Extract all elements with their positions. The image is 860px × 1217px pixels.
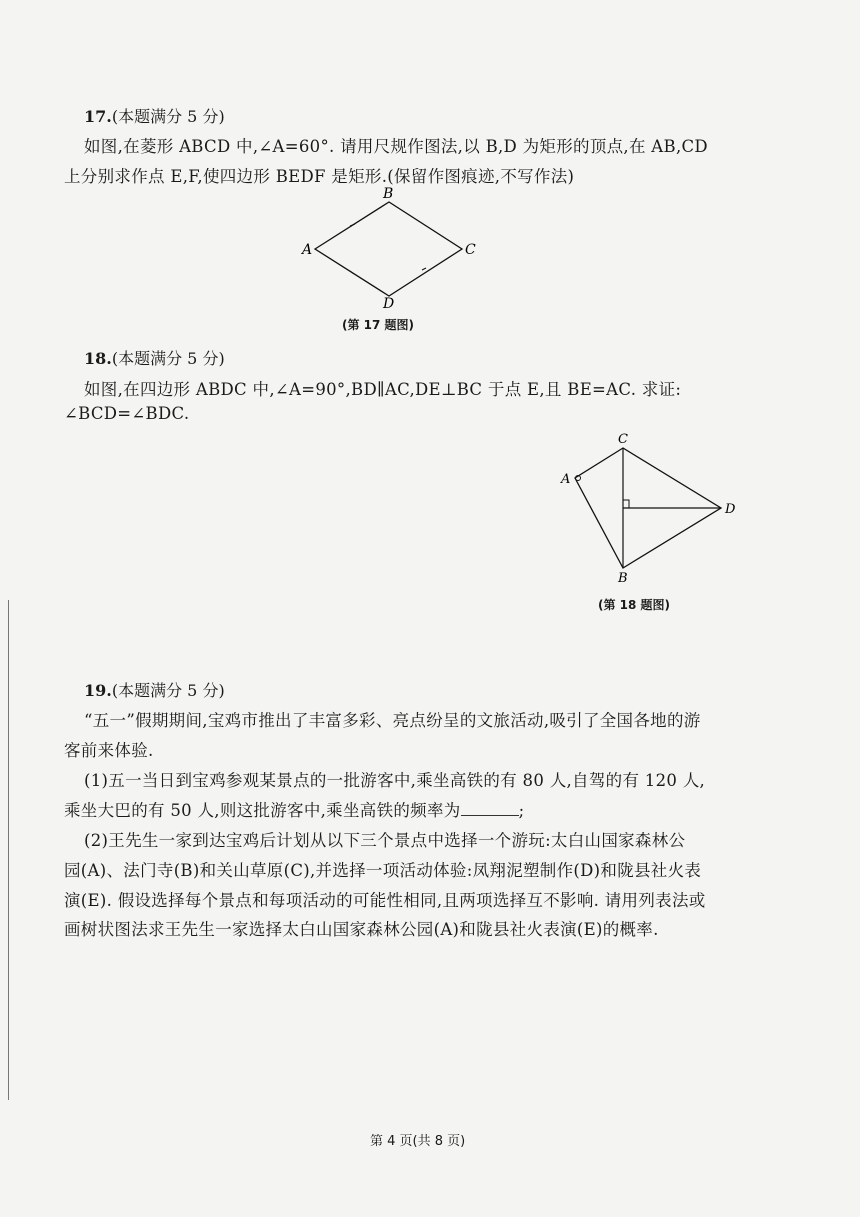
q17-score: (本题满分 5 分) xyxy=(111,107,225,126)
q18-label-A: A xyxy=(561,472,571,487)
q17-number: 17. xyxy=(84,107,112,126)
binding-line xyxy=(8,600,9,1100)
q17-title xyxy=(84,104,225,127)
q18-number: 18. xyxy=(84,349,112,368)
q19-part2-line-4: 画树状图法求王先生一家选择太白山国家森林公园(A)和陇县社火表演(E)的概率. xyxy=(64,920,659,939)
q19-number: 19. xyxy=(84,681,112,700)
q19-part1-text: 乘坐大巴的有 50 人,则这批游客中,乘坐高铁的频率为 xyxy=(64,801,461,820)
q19-score: (本题满分 5 分) xyxy=(111,681,225,700)
q19-intro-1: “五一”假期期间,宝鸡市推出了丰富多彩、亮点纷呈的文旅活动,吸引了全国各地的游 xyxy=(84,711,701,730)
q19-title xyxy=(84,678,225,701)
q17-line-2: 上分别求作点 E,F,使四边形 BEDF 是矩形.(保留作图痕迹,不写作法) xyxy=(64,167,575,186)
q18-quadrilateral-figure xyxy=(555,428,745,588)
q19-part1-line-2 xyxy=(64,797,524,821)
q19-part1-end: ; xyxy=(518,801,525,820)
q18-caption: (第 18 题图) xyxy=(598,598,671,612)
q18-line-1: 如图,在四边形 ABDC 中,∠A=90°,BD∥AC,DE⊥BC 于点 E,且 BE=AC. 求证: xyxy=(84,380,682,399)
answer-blank[interactable] xyxy=(461,801,519,816)
q19-intro-2: 客前来体验. xyxy=(64,741,154,760)
q18-line-2: ∠BCD=∠BDC. xyxy=(64,404,190,423)
q19-part2-line-3: 演(E). 假设选择每个景点和每项活动的可能性相同,且两项选择互不影响. 请用列表法或 xyxy=(64,891,706,910)
q17-label-D: D xyxy=(383,296,395,310)
q17-label-B: B xyxy=(383,186,394,202)
q17-label-A: A xyxy=(302,242,313,258)
q19-part2-line-1: (2)王先生一家到达宝鸡后计划从以下三个景点中选择一个游玩:太白山国家森林公 xyxy=(84,831,686,850)
q19-part1-line-1: (1)五一当日到宝鸡参观某景点的一批游客中,乘坐高铁的有 80 人,自驾的有 120 人, xyxy=(84,771,706,790)
rhombus-ABCD xyxy=(315,202,462,296)
q18-title xyxy=(84,346,225,369)
q19-part2-line-2: 园(A)、法门寺(B)和关山草原(C),并选择一项活动体验:凤翔泥塑制作(D)和陇县社火表 xyxy=(64,861,702,880)
q18-score: (本题满分 5 分) xyxy=(111,349,225,368)
q17-rhombus-figure xyxy=(290,185,490,310)
q18-label-B: B xyxy=(618,571,628,586)
q17-label-C: C xyxy=(465,242,476,258)
q17-caption: (第 17 题图) xyxy=(342,318,415,332)
page-number-footer: 第 4 页(共 8 页) xyxy=(370,1134,466,1149)
q18-label-D: D xyxy=(725,502,736,517)
q17-line-1: 如图,在菱形 ABCD 中,∠A=60°. 请用尺规作图法,以 B,D 为矩形的顶点,在 AB,CD xyxy=(84,137,708,156)
q18-label-C: C xyxy=(618,432,628,447)
